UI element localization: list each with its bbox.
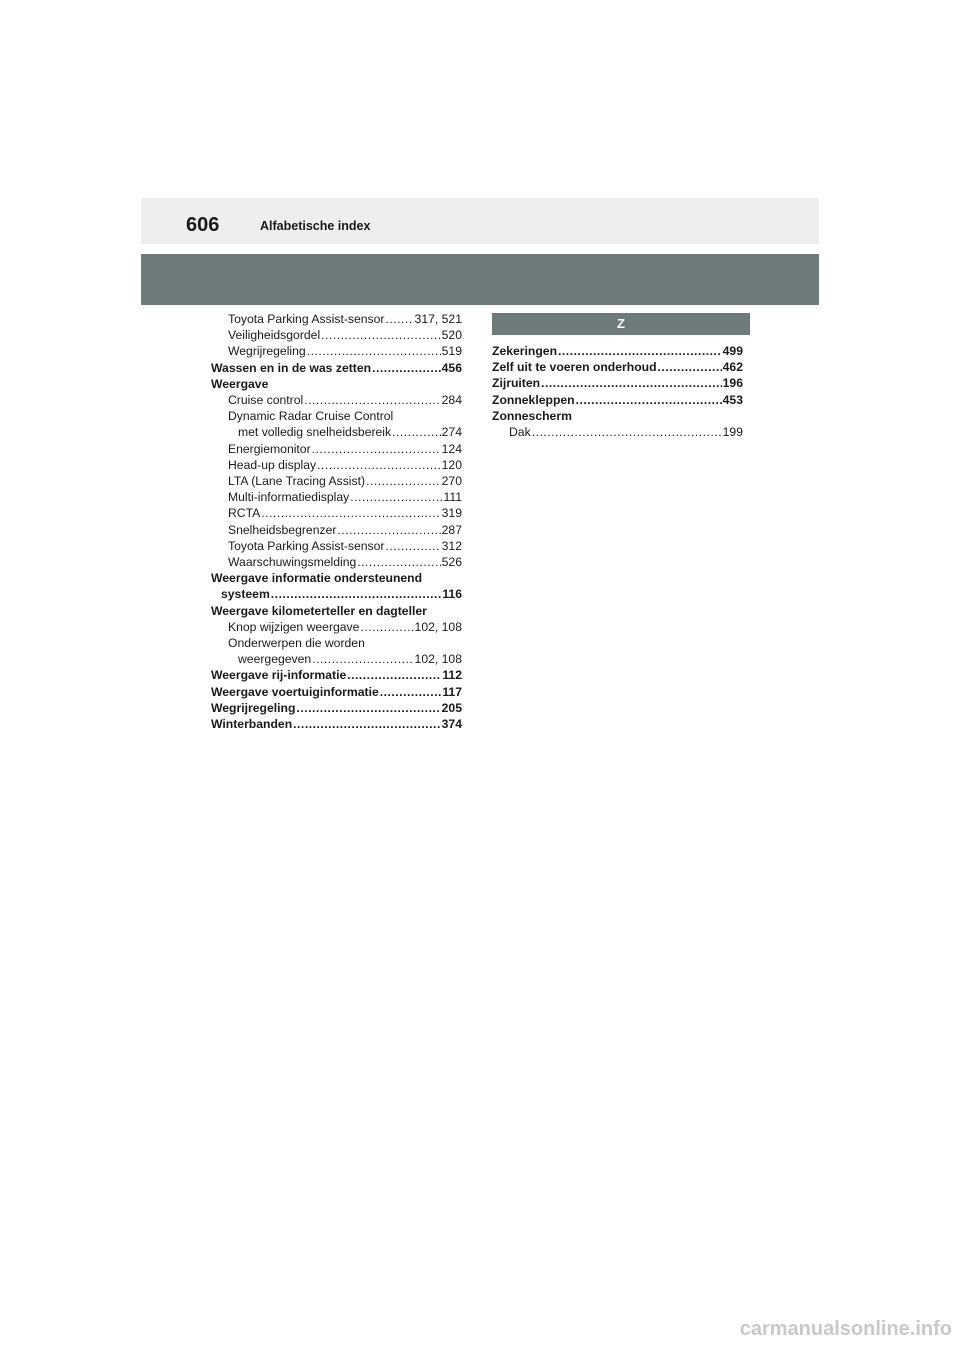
- index-entry: [211, 457, 462, 473]
- index-entry: [492, 424, 743, 440]
- index-entry: [492, 408, 743, 424]
- index-entry: [211, 441, 462, 457]
- index-entry-label: RCTA: [228, 506, 261, 521]
- index-entry-page: 112: [442, 668, 462, 683]
- index-entry-label: Weergave kilometerteller en dagteller: [211, 603, 427, 618]
- index-entry-label: Zekeringen: [492, 344, 558, 358]
- index-entry: [492, 343, 743, 359]
- dot-leader: [347, 667, 441, 683]
- index-entry: [211, 505, 462, 521]
- index-entry-page: 284: [441, 393, 462, 408]
- index-entry-label: Knop wijzigen weergave: [228, 619, 360, 634]
- index-entry-label: Waarschuwingsmelding: [228, 555, 357, 570]
- index-entry-label: met volledig snelheidsbereik: [238, 425, 392, 440]
- index-entry: [211, 327, 462, 343]
- index-entry: [211, 522, 462, 538]
- index-entry-label: Zonnescherm: [492, 408, 572, 423]
- dot-leader: [312, 441, 441, 457]
- index-entry-page: 526: [441, 555, 462, 570]
- dot-leader: [360, 619, 413, 635]
- index-entry-label: Toyota Parking Assist-sensor: [228, 538, 385, 553]
- index-entry-page: 319: [441, 506, 462, 521]
- index-entry-label: LTA (Lane Tracing Assist): [228, 474, 366, 489]
- index-column-right: [492, 343, 743, 440]
- index-entry-page: 462: [722, 360, 743, 375]
- index-entry-label: Cruise control: [228, 393, 304, 408]
- index-entry-label: Winterbanden: [211, 717, 293, 732]
- dot-leader: [337, 522, 440, 538]
- dot-leader: [350, 489, 442, 505]
- dot-leader: [317, 457, 441, 473]
- dot-leader: [261, 505, 440, 521]
- section-title: Alfabetische index: [260, 219, 371, 233]
- dot-leader: [385, 538, 440, 554]
- header-band: [141, 254, 819, 305]
- index-entry-label: Toyota Parking Assist-sensor: [228, 312, 385, 326]
- index-entry-label: Energiemonitor: [228, 441, 311, 456]
- dot-leader: [304, 392, 440, 408]
- index-entry-page: 196: [722, 376, 743, 391]
- index-entry: [492, 392, 743, 408]
- index-entry: [492, 359, 743, 375]
- page-header: [141, 198, 819, 244]
- dot-leader: [385, 311, 413, 327]
- dot-leader: [372, 360, 441, 376]
- index-entry: [211, 408, 462, 424]
- index-entry: [211, 586, 462, 602]
- index-entry-label: Wassen en in de was zetten: [211, 360, 372, 375]
- index-entry: [211, 360, 462, 376]
- dot-leader: [558, 343, 722, 359]
- index-entry: [211, 716, 462, 732]
- index-entry-label: Zijruiten: [492, 376, 541, 391]
- index-entry-page: 102, 108: [414, 652, 462, 667]
- page-number: 606: [186, 214, 220, 236]
- index-entry-page: 120: [441, 457, 462, 472]
- letter-heading-z: Z: [492, 313, 750, 335]
- index-entry: [211, 311, 462, 327]
- index-entry-page: 102, 108: [414, 619, 462, 634]
- dot-leader: [296, 700, 440, 716]
- index-entry: [211, 684, 462, 700]
- index-entry: [211, 489, 462, 505]
- index-entry: [211, 635, 462, 651]
- index-entry-label: Dynamic Radar Cruise Control: [228, 409, 394, 424]
- index-entry: [211, 424, 462, 440]
- index-column-left: [211, 311, 462, 732]
- index-entry-page: 453: [722, 392, 743, 407]
- index-entry-label: Weergave informatie ondersteunend: [211, 571, 423, 586]
- dot-leader: [541, 375, 722, 391]
- index-entry: [211, 570, 462, 586]
- index-entry: [211, 651, 462, 667]
- index-entry: [211, 376, 462, 392]
- dot-leader: [576, 392, 722, 408]
- index-entry-page: 317, 521: [414, 312, 462, 326]
- dot-leader: [366, 473, 441, 489]
- dot-leader: [392, 424, 441, 440]
- index-entry-page: 270: [441, 474, 462, 489]
- index-entry-page: 199: [722, 425, 743, 440]
- index-entry-label: Multi-informatiedisplay: [228, 490, 350, 505]
- index-entry: [211, 392, 462, 408]
- dot-leader: [532, 424, 722, 440]
- index-entry-page: 287: [441, 522, 462, 537]
- index-entry: [211, 667, 462, 683]
- index-entry: [211, 538, 462, 554]
- index-entry-page: 274: [441, 425, 462, 440]
- index-entry: [492, 375, 743, 391]
- index-entry: [211, 619, 462, 635]
- index-entry: [211, 554, 462, 570]
- index-entry-label: Zonnekleppen: [492, 392, 575, 407]
- dot-leader: [271, 586, 442, 602]
- dot-leader: [307, 343, 441, 359]
- index-entry-label: Wegrijregeling: [228, 344, 306, 359]
- index-entry-label: Wegrijregeling: [211, 700, 296, 715]
- index-entry-page: 111: [443, 490, 462, 505]
- index-entry: [211, 473, 462, 489]
- index-entry-label: Head-up display: [228, 457, 317, 472]
- index-entry-page: 124: [441, 441, 462, 456]
- index-entry-page: 312: [441, 538, 462, 553]
- index-entry-page: 520: [441, 328, 462, 343]
- watermark-footer: carmanualsonline.info: [739, 1318, 952, 1340]
- dot-leader: [380, 684, 442, 700]
- dot-leader: [357, 554, 440, 570]
- index-entry-label: Zelf uit te voeren onderhoud: [492, 360, 657, 375]
- index-entry: [211, 603, 462, 619]
- index-entry-label: systeem: [221, 587, 270, 602]
- index-entry-label: weergegeven: [238, 652, 312, 667]
- index-entry-page: 116: [442, 587, 462, 602]
- index-entry-page: 205: [441, 700, 462, 715]
- dot-leader: [293, 716, 441, 732]
- index-entry-label: Weergave rij-informatie: [211, 668, 347, 683]
- index-entry-label: Onderwerpen die worden: [228, 636, 365, 651]
- dot-leader: [321, 327, 441, 343]
- index-entry-page: 456: [441, 360, 462, 375]
- index-entry-page: 374: [441, 717, 462, 732]
- index-entry-label: Weergave voertuiginformatie: [211, 684, 379, 699]
- index-entry-page: 117: [442, 684, 462, 699]
- index-entry-page: 519: [441, 344, 462, 359]
- index-entry-label: Snelheidsbegrenzer: [228, 522, 337, 537]
- index-entry-label: Veiligheidsgordel: [228, 328, 321, 343]
- index-entry-page: 499: [722, 344, 743, 358]
- index-entry-label: Weergave: [211, 376, 269, 391]
- dot-leader: [658, 359, 722, 375]
- index-entry: [211, 343, 462, 359]
- index-entry: [211, 700, 462, 716]
- index-entry-label: Dak: [509, 425, 531, 440]
- dot-leader: [312, 651, 413, 667]
